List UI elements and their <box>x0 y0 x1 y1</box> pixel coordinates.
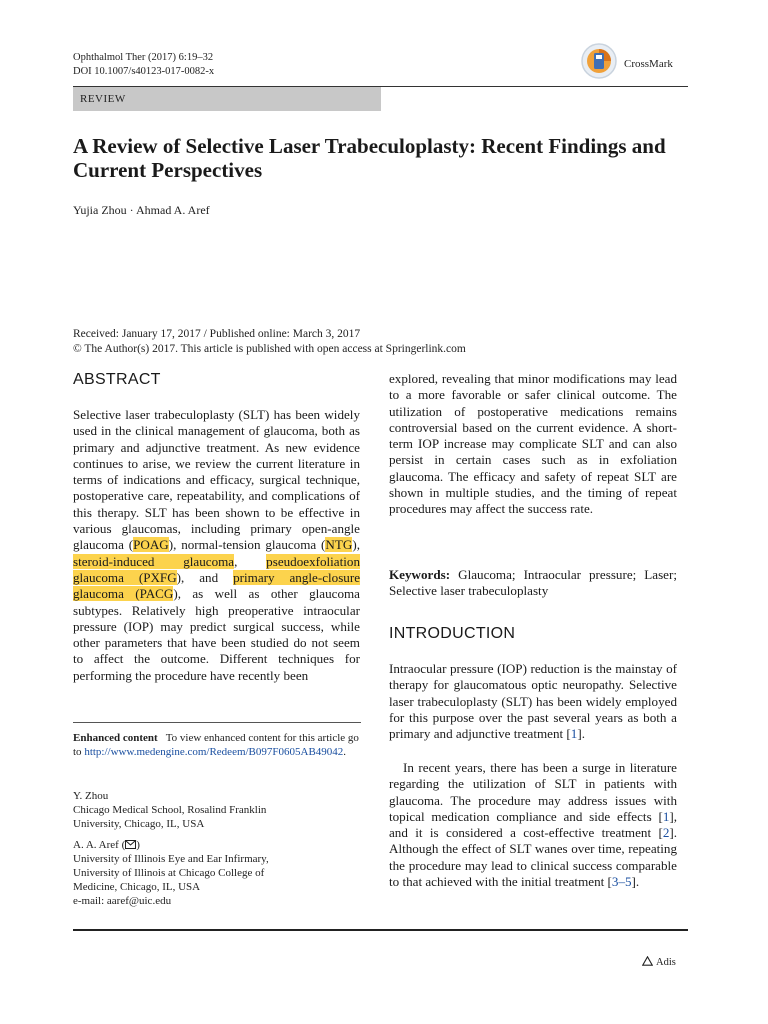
introduction-paragraph-1: Intraocular pressure (IOP) reduction is the mainstay of therapy for glaucomatous optic neuropathy. Selective laser trabeculoplasty (SLT) has been widely employed for this purpose over the past several years as both a primary and adjunctive treatment [1]. <box>389 661 677 742</box>
reference-link[interactable]: 3–5 <box>611 874 632 890</box>
highlight-poag: POAG <box>133 537 169 553</box>
highlight-steroid-induced: steroid-induced glaucoma <box>73 553 235 569</box>
dates: Received: January 17, 2017 / Published online: March 3, 2017 <box>73 328 361 340</box>
crossmark-badge[interactable] <box>580 42 673 85</box>
author-email[interactable]: e-mail: aaref@uic.edu <box>73 895 172 907</box>
journal-citation: Ophthalmol Ther (2017) 6:19–32 <box>73 52 214 63</box>
adis-triangle-icon <box>642 956 653 969</box>
copyright: © The Author(s) 2017. This article is published with open access at Springerlink.com <box>73 343 466 355</box>
article-title: A Review of Selective Laser Trabeculoplasty: Recent Findings and Current Perspectives <box>73 134 666 182</box>
affiliation-aref: A. A. Aref ( ) University of Illinois Eye and Ear Infirmary, University of Illinois at Chicago College of Medicine, Chicago, IL, USA e-mail: aaref@uic.edu <box>73 838 363 908</box>
enhanced-content-link[interactable]: http://www.medengine.com/Redeem/B097F0605AB49042 <box>84 746 344 758</box>
highlight-ntg: NTG <box>325 537 353 553</box>
introduction-paragraph-2: In recent years, there has been a surge in literature regarding the utilization of SLT in patients with glaucoma. The procedure may address issues with topical medication compliance and side effects [1], and it is considered a cost-effective treatment [2]. Although the effect of SLT wanes over time, repeating the procedure may lead to clinical success comparable to that achieved with the initial treatment [3–5]. <box>389 760 677 890</box>
introduction-heading: INTRODUCTION <box>389 625 516 642</box>
keywords-label: Keywords: <box>389 567 451 582</box>
keywords: Keywords: Glaucoma; Intraocular pressure; Laser; Selective laser trabeculoplasty <box>389 567 677 599</box>
abstract-text: Selective laser trabeculoplasty (SLT) has been widely used in the clinical management of glaucoma, both as primary and adjunctive treatment. As new evidence continues to arise, we review the current literature in terms of indications and efficacy, surgical technique, postoperative care, repeatability, and complications of this therapy. SLT has been shown to be effective in various glaucomas, including primary open-angle glaucoma (POAG), normal-tension glaucoma (NTG), steroid-induced glaucoma, pseudoexfoliation glaucoma (PXFG), and primary angle-closure glaucoma (PACG), as well as other glaucoma subtypes. Relatively high preoperative intraocular pressure (IOP) may predict surgical success, while other parameters that have been studied do not seem to affect the outcome. Different techniques for performing the procedure have recently been <box>73 407 361 683</box>
reference-link[interactable]: 1 <box>662 808 670 824</box>
reference-link[interactable]: 2 <box>662 825 670 841</box>
affiliation-zhou: Y. Zhou Chicago Medical School, Rosalind Franklin University, Chicago, IL, USA <box>73 790 267 830</box>
footer-rule <box>73 929 688 931</box>
envelope-icon <box>125 839 136 851</box>
footnote-rule <box>73 722 361 723</box>
crossmark-icon <box>580 42 618 85</box>
article-type-bar: REVIEW <box>73 87 381 111</box>
publisher-logo: Adis <box>642 956 676 969</box>
enhanced-content-note: Enhanced content To view enhanced content for this article go to http://www.medengine.com/Redeem/B097F0605AB49042. <box>73 732 359 758</box>
reference-link[interactable]: 1 <box>570 726 578 742</box>
enhanced-label: Enhanced content <box>73 732 158 744</box>
highlight-pacg: primary angle-closure glaucoma (PACG <box>73 569 361 602</box>
abstract-continued: explored, revealing that minor modifications may lead to a more favorable or safer clinical outcome. The utilization of postoperative medications remains controversial based on the current evidence. A short-term IOP increase may complicate SLT and can also persist in certain cases such as in exfoliation glaucoma. The efficacy and safety of repeat SLT are shown in multiple studies, and the timing of repeat procedures may affect the success rate. <box>389 371 677 517</box>
doi[interactable]: DOI 10.1007/s40123-017-0082-x <box>73 66 215 77</box>
abstract-heading: ABSTRACT <box>73 371 161 388</box>
crossmark-label: CrossMark <box>624 57 673 70</box>
highlight-pxfg: pseudoexfoliation glaucoma (PXFG <box>73 553 360 585</box>
authors: Yujia Zhou · Ahmad A. Aref <box>73 203 210 217</box>
